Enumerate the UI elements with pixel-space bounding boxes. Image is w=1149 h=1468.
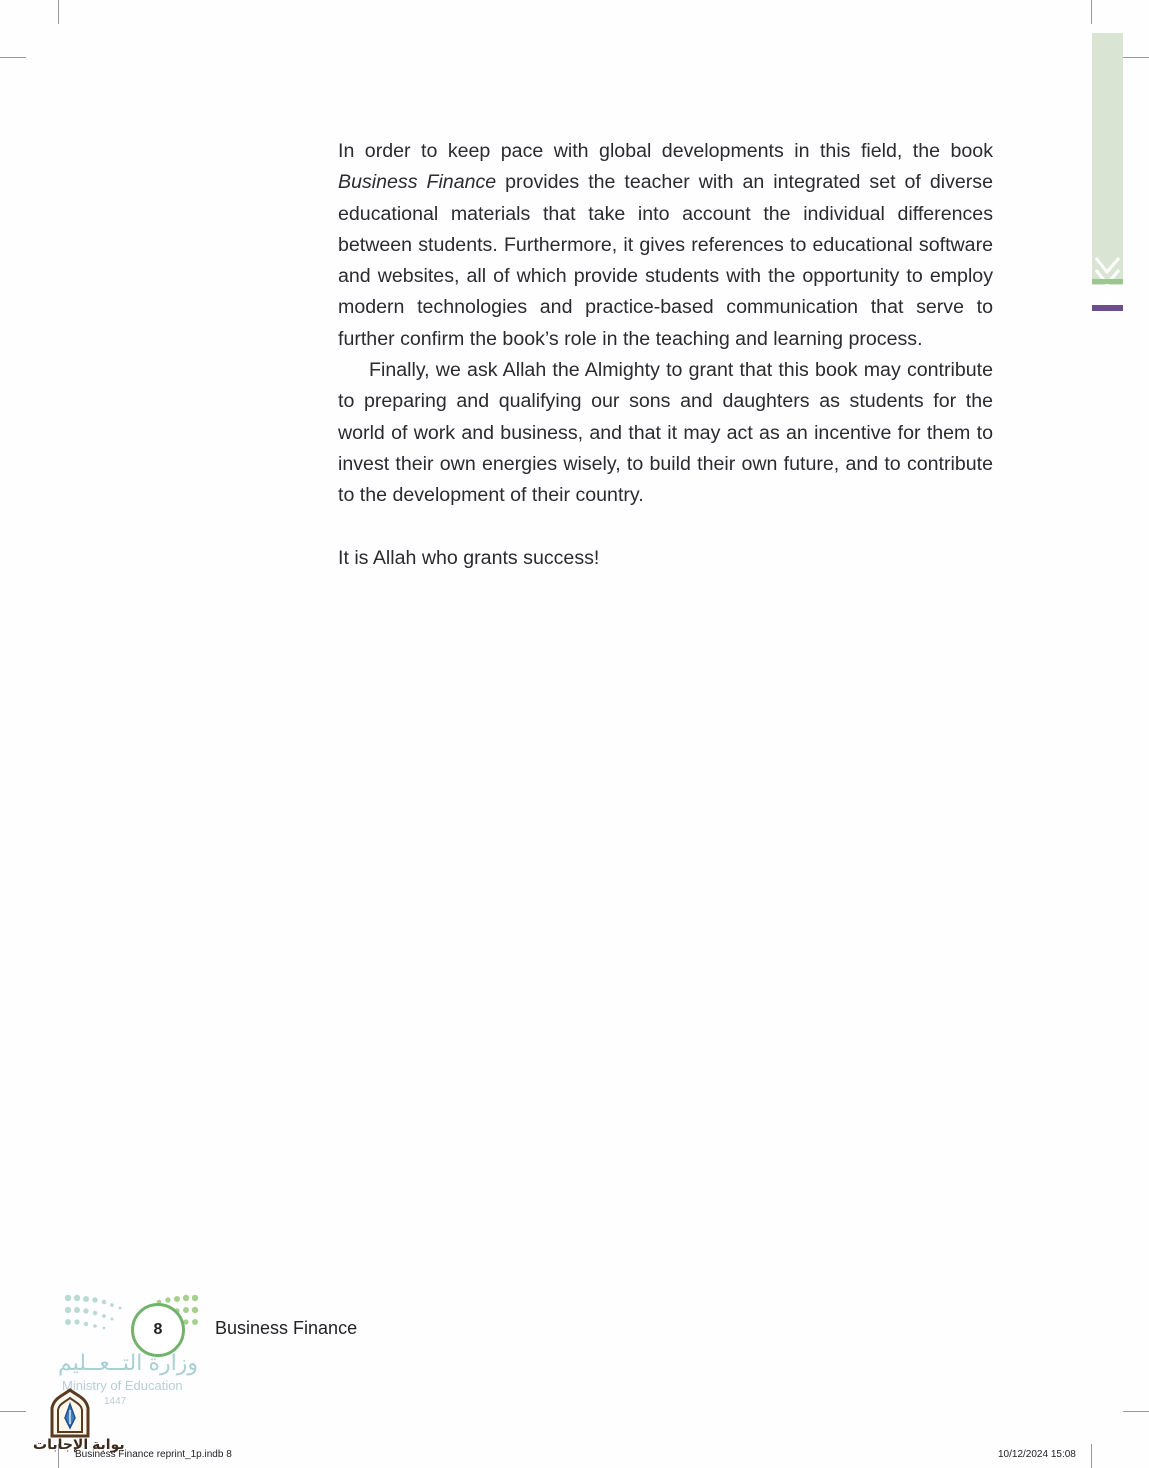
crop-mark [0, 1411, 26, 1412]
footer-book-title: Business Finance [215, 1318, 358, 1338]
ministry-arabic-name: وزارة التــعــليم [57, 1350, 198, 1375]
chapter-tab-accent [1092, 305, 1123, 311]
slug-timestamp: 10/12/2024 15:08 [998, 1449, 1076, 1460]
ministry-english-name: Ministry of Education [62, 1378, 183, 1393]
crop-mark [1123, 57, 1149, 58]
ministry-year: 1447 [104, 1396, 127, 1407]
body-text [338, 136, 993, 574]
portal-logo-text: بوابة الإجابات [33, 1436, 125, 1452]
slug-filename: Business Finance reprint_1p.indb 8 [75, 1449, 232, 1460]
paragraph: Finally, we ask Allah the Almighty to grant that this book may contribute to preparing and qualifying our sons and daughters as students for the world of work and business, and that it may act as an incentive for them to invest their own energies wisely, to build their own future, and to contribute to the development of their country. [338, 359, 993, 507]
chevron-decoration-icon [1092, 252, 1123, 302]
chapter-tab [1092, 33, 1123, 285]
page-number: 8 [131, 1303, 185, 1357]
closing-line: It is Allah who grants success! [338, 546, 600, 569]
crop-mark [1123, 1411, 1149, 1412]
book-title-italic: Business Finance [338, 171, 497, 194]
portal-logo-icon [48, 1388, 92, 1438]
crop-mark [1091, 0, 1092, 24]
crop-mark [58, 0, 59, 24]
paragraph: In order to keep pace with global developments in this field, the book Business Finance provides the teacher with an integrated set of diverse educational materials that take into account the individual differences between students. Furthermore, it gives references to educational software and websites, all of which provide students with the opportunity to employ modern technologies and practice-based communication that serve to further confirm the book’s role in the teaching and learning process. [338, 140, 994, 350]
crop-mark [1091, 1444, 1092, 1468]
crop-mark [0, 57, 26, 58]
